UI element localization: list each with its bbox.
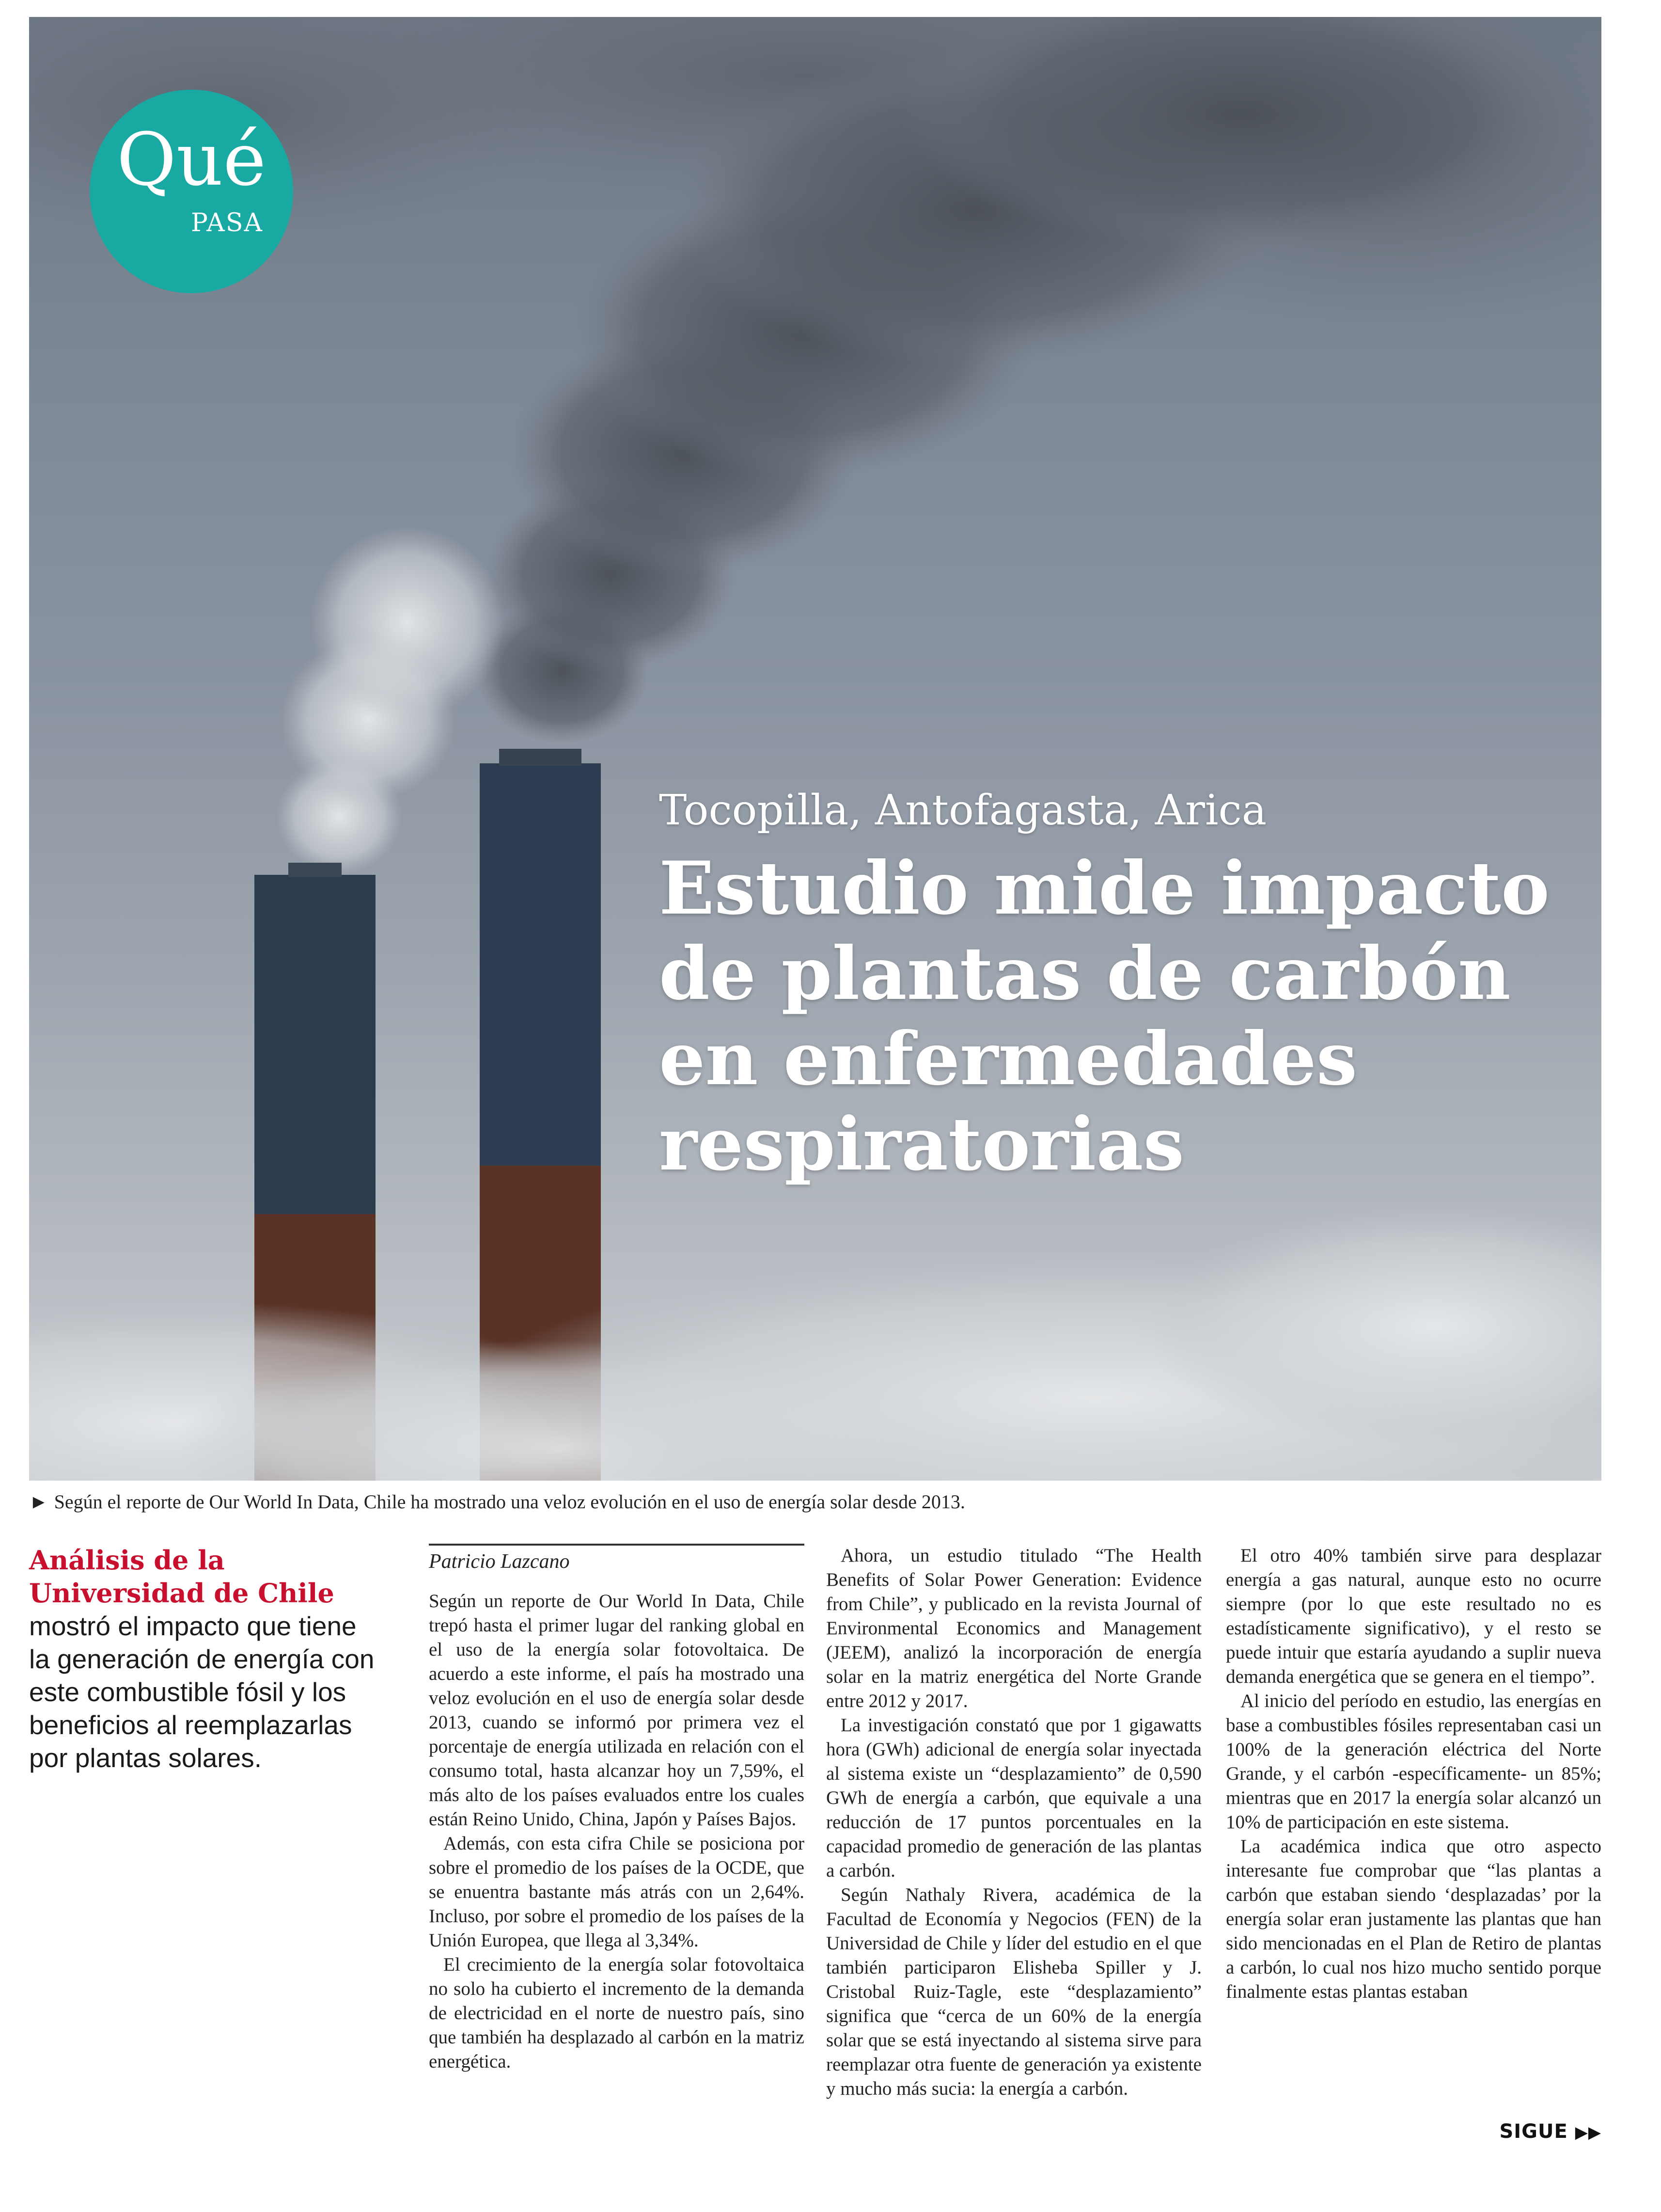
photo-caption	[29, 1490, 1601, 1513]
hero-photo	[29, 17, 1601, 1481]
paragraph: El crecimiento de la energía solar fotovoltaica no solo ha cubierto el incremento de la demanda de electricidad en el norte de nuestro país, sino que también ha desplazado al carbón en la matriz energética.	[429, 1954, 804, 2072]
article-headline: Estudio mide impacto de plantas de carbón en enfermedades respiratorias	[659, 846, 1550, 1187]
logo-que: Qué	[116, 118, 266, 202]
byline: Patricio Lazcano	[429, 1544, 804, 1578]
body-column-1	[429, 1544, 804, 2074]
deck-highlight: Análisis de la Universidad de Chile	[29, 1545, 334, 1609]
caption-text: Según el reporte de Our World In Data, Chile ha mostrado una veloz evolución en el uso de energía solar desde 2013.	[54, 1491, 965, 1513]
que-pasa-logo	[90, 90, 293, 293]
caption-arrow-icon: ►	[29, 1491, 48, 1513]
paragraph: El otro 40% también sirve para desplazar energía a gas natural, aunque esto no ocurre siempre (por lo que este resultado no es estadísticamente significativo), y el resto se puede intuir que estaría ayudando a suplir nueva demanda energética que se genera en el tiempo”.	[1226, 1545, 1601, 1687]
paragraph: La académica indica que otro aspecto interesante fue comprobar que “las plantas a carbón que estaban siendo ‘desplazadas’ por la energía solar eran justamente las plantas que han sido mencionadas en el Plan de Retiro de plantas a carbón, lo cual nos hizo mucho sentido porque finalmente estas plantas estaban	[1226, 1836, 1601, 2002]
continued-marker	[1499, 2120, 1601, 2143]
paragraph: Según un reporte de Our World In Data, Chile trepó hasta el primer lugar del ranking global en el uso de la energía solar fotovoltaica. De acuerdo a este informe, el país ha mostrado una veloz evolución en el uso de energía solar desde 2013, cuando se informó por primera vez el porcentaje de energía utilizada en relación con el consumo total, hasta alcanzar hoy un 7,59%, el más alto de los países evaluados entre los cuales están Reino Unido, China, Japón y Países Bajos.	[429, 1591, 804, 1830]
paragraph: La investigación constató que por 1 gigawatts hora (GWh) adicional de energía solar inyectada al sistema existe un “desplazamiento” de 0,590 GWh de energía a carbón, que equivale a una reducción de 17 puntos porcentuales en la capacidad promedio de generación de las plantas a carbón.	[826, 1715, 1202, 1881]
article-deck	[29, 1544, 378, 1774]
double-arrow-icon: ▶▶	[1575, 2123, 1601, 2142]
paragraph: Según Nathaly Rivera, académica de la Facultad de Economía y Negocios (FEN) de la Universidad de Chile y líder del estudio en el que también participaron Elisheba Spiller y J. Cristobal Ruiz-Tagle, este “desplazamiento” significa que “cerca de un 60% de la energía solar que se está inyectando al sistema sirve para reemplazar otra fuente de generación ya existente y mucho más sucia: la energía a carbón.	[826, 1884, 1202, 2099]
deck-text: mostró el impacto que tiene la generación de energía con este combustible fósil y los beneficios al reemplazarlas por plantas solares.	[29, 1611, 375, 1773]
logo-pasa: PASA	[191, 208, 263, 237]
paragraph: Además, con esta cifra Chile se posiciona por sobre el promedio de los países de la OCDE, que se enuentra bastante más atrás con un 2,64%. Incluso, por sobre el promedio de los países de la Unión Europea, que llega al 3,34%.	[429, 1833, 804, 1951]
body-column-2	[826, 1544, 1202, 2101]
paragraph: Ahora, un estudio titulado “The Health Benefits of Solar Power Generation: Evidence from Chile”, y publicado en la revista Journal of Environmental Economics and Management (JEEM), analizó la incorporación de energía solar en la matriz energética del Norte Grande entre 2012 y 2017.	[826, 1545, 1202, 1711]
continued-label: SIGUE	[1499, 2120, 1568, 2143]
paragraph: Al inicio del período en estudio, las energías en base a combustibles fósiles representaban casi un 100% de la generación eléctrica del Norte Grande, y el carbón -específicamente- un 85%; mientras que en 2017 la energía solar alcanzó un 10% de participación en este sistema.	[1226, 1691, 1601, 1833]
body-column-3	[1226, 1544, 1601, 2004]
article-kicker: Tocopilla, Antofagasta, Arica	[659, 786, 1267, 835]
